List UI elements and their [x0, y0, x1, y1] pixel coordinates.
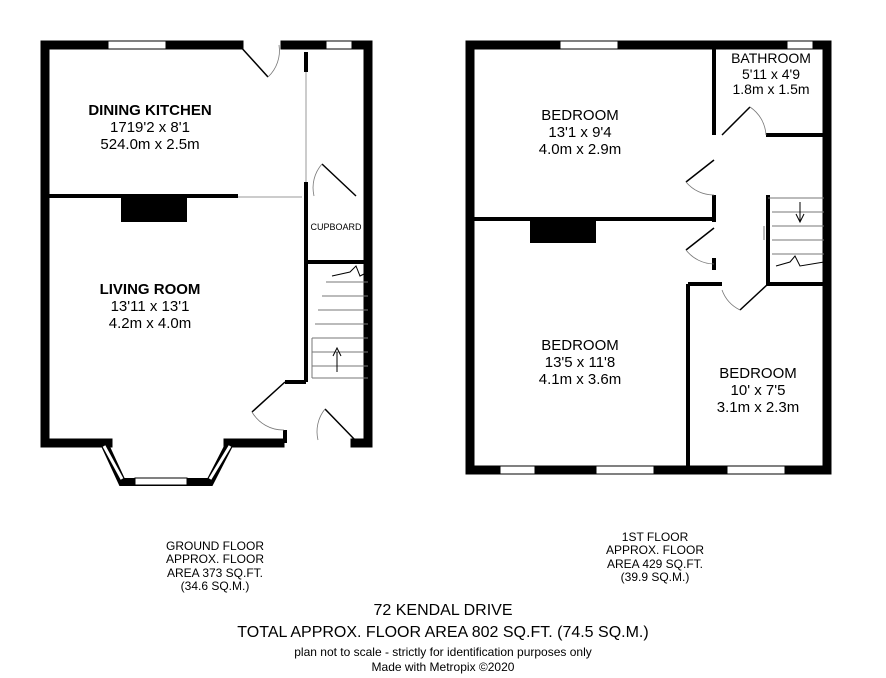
- credit: Made with Metropix ©2020: [371, 660, 515, 674]
- area-line: (34.6 SQ.M.): [180, 579, 250, 594]
- room-size-metric: 4.0m x 2.9m: [538, 140, 622, 158]
- first-floor-area-note: [580, 531, 730, 585]
- chimney-breast: [530, 219, 596, 243]
- first-floor-doors: [686, 107, 768, 310]
- room-name: DINING KITCHEN: [88, 102, 212, 119]
- disclaimer: plan not to scale - strictly for identification purposes only: [294, 645, 592, 659]
- room-label-bedroom-small: [692, 366, 824, 416]
- room-name: BEDROOM: [719, 365, 797, 382]
- room-label-bathroom: [718, 51, 824, 98]
- area-line: AREA 373 SQ.FT.: [166, 565, 264, 580]
- room-size-metric: 3.1m x 2.3m: [716, 398, 800, 416]
- room-label-cupboard: CUPBOARD: [310, 222, 362, 232]
- room-size-metric: 1.8m x 1.5m: [732, 81, 810, 98]
- ground-floor-area-note: [140, 540, 290, 594]
- room-label-living-room: [70, 282, 230, 332]
- room-size-imperial: 13'1 x 9'4: [548, 123, 612, 141]
- room-size-metric: 4.1m x 3.6m: [538, 370, 622, 388]
- bay-window: [104, 443, 230, 485]
- chimney-breast: [121, 196, 187, 222]
- room-size-metric: 4.2m x 4.0m: [108, 314, 192, 332]
- room-name: BEDROOM: [541, 107, 619, 124]
- room-label-bedroom-front: [500, 108, 660, 158]
- room-size-imperial: 13'5 x 11'8: [544, 353, 616, 371]
- area-line: APPROX. FLOOR: [605, 543, 705, 558]
- ground-floor-stairs: [312, 266, 368, 378]
- address: 72 KENDAL DRIVE: [373, 602, 513, 619]
- area-line: (39.9 SQ.M.): [620, 570, 690, 585]
- room-size-metric: 524.0m x 2.5m: [100, 135, 200, 153]
- room-size-imperial: 5'11 x 4'9: [741, 65, 801, 82]
- area-line: APPROX. FLOOR: [165, 552, 265, 567]
- area-line: GROUND FLOOR: [165, 539, 264, 553]
- room-name: BEDROOM: [541, 337, 619, 354]
- room-name: LIVING ROOM: [99, 281, 201, 298]
- area-line: 1ST FLOOR: [621, 530, 689, 544]
- room-label-dining-kitchen: [60, 103, 240, 153]
- first-floor-stairs: [764, 198, 824, 266]
- total-floor-area: TOTAL APPROX. FLOOR AREA 802 SQ.FT. (74.5 SQ.M.): [237, 624, 649, 641]
- room-name: BATHROOM: [731, 50, 811, 66]
- room-size-imperial: 1719'2 x 8'1: [110, 118, 190, 136]
- room-size-imperial: 13'11 x 13'1: [110, 297, 190, 315]
- room-label-bedroom-main: [500, 338, 660, 388]
- room-size-imperial: 10' x 7'5: [730, 381, 786, 399]
- area-line: AREA 429 SQ.FT.: [606, 556, 704, 571]
